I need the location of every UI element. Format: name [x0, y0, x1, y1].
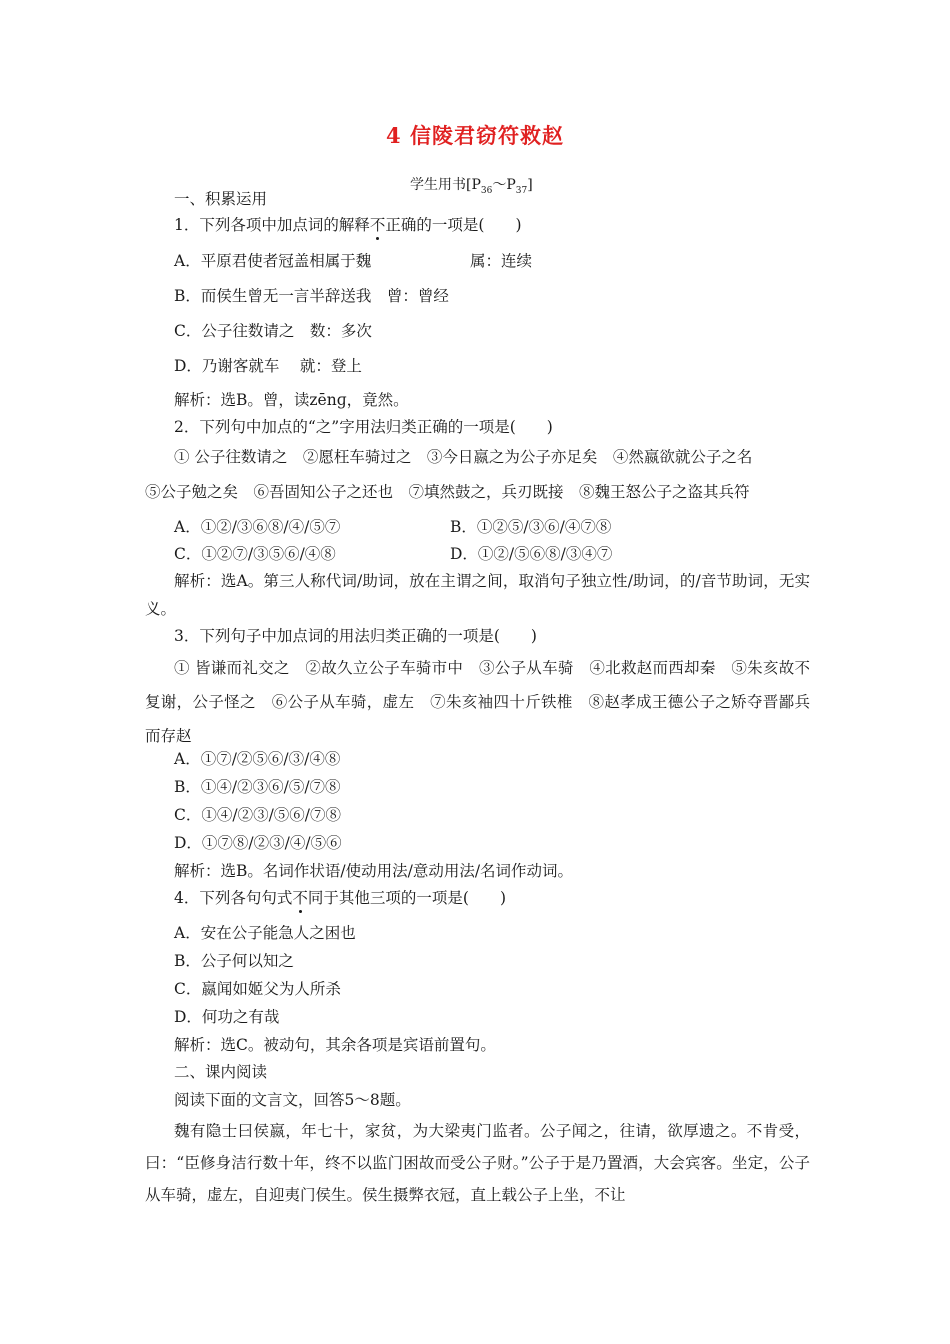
question-2-items-row-2: ⑤公子勉之矣 ⑥吾固知公子之还也 ⑦填然鼓之，兵刃既接 ⑧魏王怒公子之盗其兵符	[145, 483, 750, 501]
question-4-option-c: C．嬴闻如姬父为人所杀	[174, 980, 341, 998]
question-3-option-a: A．①⑦/②⑤⑥/③/④⑧	[174, 750, 341, 768]
emphasis-dot-char: 不	[292, 889, 308, 907]
question-3-option-c: C．①④/②③/⑤⑥/⑦⑧	[174, 806, 342, 824]
section-heading-1: 一、积累运用	[174, 190, 268, 208]
question-1-option-d: D．乃谢客就车 就：登上	[174, 357, 362, 375]
question-2-items-row-1: ① 公子往数请之 ②愿枉车骑过之 ③今日嬴之为公子亦足矣 ④然嬴欲就公子之名	[174, 448, 753, 466]
question-4-option-d: D．何功之有哉	[174, 1008, 280, 1026]
question-4-option-b: B．公子何以知之	[174, 952, 294, 970]
question-3-answer: 解析：选B。名词作状语/使动用法/意动用法/名词作动词。	[174, 862, 574, 880]
question-1-option-c: C．公子往数请之 数：多次	[174, 322, 372, 340]
section-heading-2: 二、课内阅读	[174, 1063, 268, 1081]
reading-intro: 阅读下面的文言文，回答5～8题。	[174, 1091, 411, 1109]
question-3-stem: 3．下列句子中加点词的用法归类正确的一项是( )	[174, 627, 537, 645]
textbook-page-reference: 学生用书$[P_{36}\sim P_{37}]$	[410, 177, 533, 196]
question-2-option-c: C．①②⑦/③⑤⑥/④⑧	[174, 545, 336, 563]
question-2-stem: 2．下列句中加点的“之”字用法归类正确的一项是( )	[174, 418, 553, 436]
question-1-option-a: A．平原君使者冠盖相属于魏 属：连续	[174, 252, 533, 270]
question-2-option-a: A．①②/③⑥⑧/④/⑤⑦	[174, 518, 341, 536]
question-4-stem: 4．下列各句句式不同于其他三项的一项是( )	[174, 889, 506, 907]
question-2-answer: 解析：选A。第三人称代词/助词，放在主谓之间，取消句子独立性/助词，的/音节助词，无实义。	[145, 572, 810, 618]
question-4-option-a: A．安在公子能急人之困也	[174, 924, 356, 942]
question-3-option-b: B．①④/②③⑥/⑤/⑦⑧	[174, 778, 341, 796]
question-3-items: ① 皆谦而礼交之 ②故久立公子车骑市中 ③公子从车骑 ④北救赵而西却秦 ⑤朱亥故不复谢，公子怪之 ⑥公子从车骑，虚左 ⑦朱亥袖四十斤铁椎 ⑧赵孝成王德公子之矫夺晋鄙兵而存赵	[145, 659, 810, 745]
emphasis-dot-char: 不	[369, 216, 386, 234]
question-3-option-d: D．①⑦⑧/②③/④/⑤⑥	[174, 834, 342, 852]
page-title: 4 信陵君窃符救赵	[386, 123, 564, 148]
question-1-answer: 解析：选B。曾，读zēnɡ，竟然。	[174, 391, 409, 409]
question-1-option-b: B．而侯生曾无一言半辞送我 曾：曾经	[174, 287, 449, 305]
reading-passage: 魏有隐士曰侯嬴，年七十，家贫，为大梁夷门监者。公子闻之，往请，欲厚遗之。不肯受，曰：“臣修身洁行数十年，终不以监门困故而受公子财。”公子于是乃置酒，大会宾客。坐定，公子从车骑，虚左，自迎夷门侯生。侯生摄弊衣冠，直上载公子上坐，不让	[145, 1122, 810, 1204]
question-4-answer: 解析：选C。被动句，其余各项是宾语前置句。	[174, 1036, 496, 1054]
question-1-stem: 1．下列各项中加点词的解释不正确的一项是( )	[174, 216, 522, 234]
question-2-option-d: D．①②/⑤⑥⑧/③④⑦	[450, 545, 613, 563]
question-2-option-b: B．①②⑤/③⑥/④⑦⑧	[450, 518, 612, 536]
